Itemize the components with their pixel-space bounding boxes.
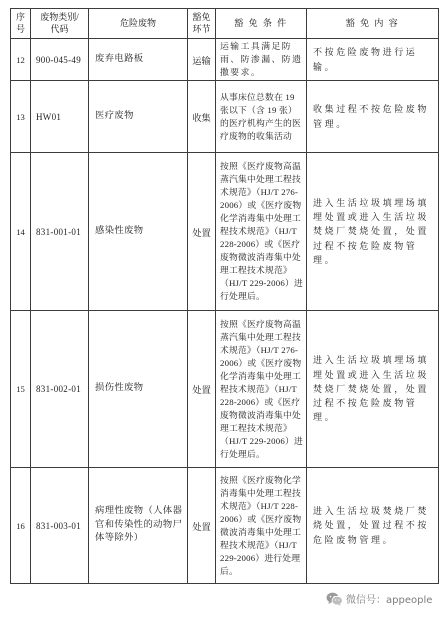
condition-cell (216, 468, 307, 584)
exemption-content: 进入生活垃圾填埋场填埋处置或进入生活垃圾焚烧厂焚烧处置，处置过程不按危险废物管理。 (313, 355, 430, 423)
header-seq: 序号 (16, 12, 26, 34)
hazardous-waste-name: 病理性废物（人体器官和传染性的动物尸体等除外） (95, 506, 183, 544)
code-cell (31, 81, 89, 153)
content-cell (307, 81, 439, 153)
header-stage: 豁免环节 (192, 12, 211, 34)
exemption-content: 进入生活垃圾填埋场填埋处置或进入生活垃圾焚烧厂焚烧处置，处置过程不按危险废物管理。 (313, 197, 430, 265)
exemption-stage: 处置 (192, 522, 211, 533)
seq-cell (11, 311, 31, 468)
wechat-icon (326, 592, 343, 606)
waste-cell (89, 311, 188, 468)
code-cell (31, 153, 89, 311)
stage-cell (188, 153, 216, 311)
exemption-content: 收集过程不按危险废物管理。 (313, 104, 430, 129)
stage-cell (188, 311, 216, 468)
header-code-cell (31, 9, 89, 39)
stage-cell (188, 39, 216, 81)
row-number: 12 (16, 54, 25, 65)
waste-cell (89, 468, 188, 584)
seq-cell (11, 153, 31, 311)
header-waste: 危险废物 (119, 17, 156, 28)
exemption-stage: 运输 (192, 56, 211, 67)
waste-code: 831-002-01 (36, 384, 81, 394)
exemption-condition: 按照《医疗废物高温蒸汽集中处理工程技术规范》（HJ/T 276-2006）或《医疗废物化学消毒集中处理工程技术规范》（HJ/T 228-2006）或《医疗废物微波消毒集中处理工程技术规范》（HJ/T 229-2006）进行处理后。 (220, 161, 303, 301)
seq-cell (11, 81, 31, 153)
row-number: 13 (16, 111, 25, 122)
condition-cell (216, 81, 307, 153)
header-condition: 豁 免 条 件 (234, 17, 288, 28)
hazardous-waste-name: 废弃电路板 (95, 53, 144, 64)
exemption-stage: 处置 (192, 386, 211, 396)
content-cell (307, 39, 439, 81)
waste-code: HW01 (36, 111, 62, 122)
condition-cell (216, 153, 307, 311)
condition-cell (216, 311, 307, 468)
stage-cell (188, 81, 216, 153)
exemption-table (10, 8, 439, 584)
exemption-condition: 运输工具满足防雨、防渗漏、防遗撒要求。 (220, 41, 303, 77)
code-cell (31, 468, 89, 584)
waste-cell (89, 39, 188, 81)
header-waste-cell (89, 9, 188, 39)
waste-code: 831-003-01 (36, 520, 81, 531)
waste-code: 831-001-01 (36, 226, 81, 237)
content-cell (307, 311, 439, 468)
watermark-text: 微信号：appeople (346, 595, 433, 606)
waste-cell (89, 153, 188, 311)
stage-cell (188, 468, 216, 584)
row-number: 14 (16, 226, 25, 237)
code-cell (31, 311, 89, 468)
header-stage-cell (188, 9, 216, 39)
content-cell (307, 153, 439, 311)
code-cell (31, 39, 89, 81)
exemption-condition: 按照《医疗废物化学消毒集中处理工程技术规范》（HJ/T 228-2006）或《医疗废物微波消毒集中处理工程技术规范》（HJ/T 229-2006）进行处理后。 (220, 474, 302, 576)
content-cell (307, 468, 439, 584)
exemption-content: 进入生活垃圾焚烧厂焚烧处置，处置过程不按危险废物管理。 (313, 506, 430, 545)
condition-cell (216, 39, 307, 81)
header-content: 豁 免 内 容 (345, 17, 400, 28)
hazardous-waste-name: 医疗废物 (95, 110, 134, 121)
row-number: 15 (16, 384, 25, 394)
seq-cell (11, 468, 31, 584)
seq-cell (11, 39, 31, 81)
exemption-stage: 收集 (192, 113, 211, 124)
waste-code: 900-045-49 (36, 54, 81, 65)
waste-cell (89, 81, 188, 153)
hazardous-waste-name: 损伤性废物 (95, 383, 144, 394)
exemption-content: 不按危险废物进行运输。 (313, 47, 418, 72)
header-code: 废物类别/代码 (40, 12, 79, 34)
exemption-condition: 按照《医疗废物高温蒸汽集中处理工程技术规范》（HJ/T 276-2006）或《医疗废物化学消毒集中处理工程技术规范》（HJ/T 228-2006）或《医疗废物微波消毒集中处理工程技术规范》（HJ/T 229-2006）进行处理后。 (220, 318, 303, 459)
header-condition-cell (216, 9, 307, 39)
exemption-condition: 从事床位总数在 19 张以下（含 19 张）的医疗机构产生的医疗废物的收集活动 (220, 91, 301, 141)
row-number: 16 (16, 520, 25, 531)
wechat-watermark (326, 591, 432, 606)
hazardous-waste-name: 感染性废物 (95, 225, 144, 236)
header-content-cell (307, 9, 439, 39)
header-seq-cell (11, 9, 31, 39)
exemption-stage: 处置 (192, 228, 211, 239)
